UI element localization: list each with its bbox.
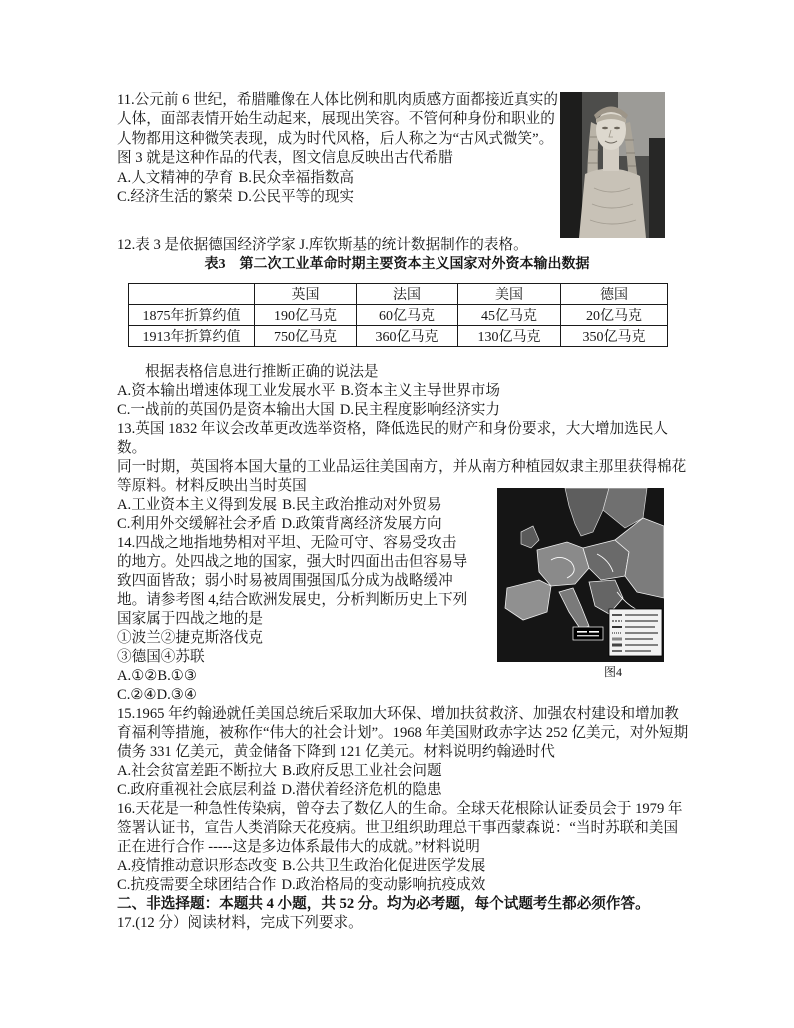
q15-option-a: A.社会贫富差距不断拉大 <box>117 763 278 779</box>
q14-stem-line: 14.四战之地指地势相对平坦、无险可守、容易受攻击 <box>117 535 457 551</box>
q16-stem-line: 签署认证书，宣告人类消除天花疫病。世卫组织助理总干事西蒙森说：“当时苏联和美国 <box>117 820 679 836</box>
q15-stem-line: 育福利等措施，被称作“伟大的社会计划”。1968 年美国财政赤字达 252 亿美元，对外短期 <box>117 725 689 741</box>
q16-option-d: D.政治格局的变动影响抗疫成效 <box>281 877 486 893</box>
q16-stem-line: 16.天花是一种急性传染病，曾夺去了数亿人的生命。全球天花根除认证委员会于 1979 年 <box>117 801 683 817</box>
table-cell: 45亿马克 <box>458 305 561 326</box>
q11-stem-line: 人物都用这种微笑表现，成为时代风格，后人称之为“古风式微笑”。 <box>117 130 554 147</box>
q14-option-d: D.③④ <box>156 687 197 703</box>
figure-3-greek-statue <box>560 92 665 238</box>
q15-stem-line: 债务 331 亿美元，黄金储备下降到 121 亿美元。材料说明约翰逊时代 <box>117 744 555 760</box>
q16-options-row <box>117 876 687 895</box>
q13-option-c: C.利用外交缓解社会矛盾 <box>117 516 277 532</box>
table-row-label: 1875年折算约值 <box>129 305 255 326</box>
q13-stem-line: 数。 <box>117 440 147 456</box>
q15-stem-line: 15.1965 年约翰逊就任美国总统后采取加大环保、增加扶贫救济、加强农村建设和增加教 <box>117 706 679 722</box>
table-cell: 350亿马克 <box>561 326 668 347</box>
table-corner-cell <box>129 284 255 305</box>
map-image <box>497 488 664 662</box>
q14-stem-line: 国家属于四战之地的是 <box>117 611 263 627</box>
table-header-cell: 法国 <box>357 284 458 305</box>
q12-stem-line: 12.表 3 是依据德国经济学家 J.库钦斯基的统计数据制作的表格。 <box>117 237 528 253</box>
q13-option-d: D.政策背离经济发展方向 <box>281 516 442 532</box>
q17-stem: 17.(12 分）阅读材料，完成下列要求。 <box>117 915 363 931</box>
q11-option-c: C.经济生活的繁荣 <box>117 188 233 205</box>
q14-option-b: B.①③ <box>157 668 197 684</box>
q11-options-row <box>117 169 557 188</box>
q14-choice-line: ①波兰②捷克斯洛伐克 <box>117 630 263 646</box>
q14-options-row <box>117 667 687 686</box>
q14-option-a: A.①② <box>117 668 158 684</box>
capital-export-table <box>128 283 668 347</box>
figure-4-europe-map <box>497 488 664 662</box>
q14-stem-line: 的地方。处四战之地的国家，强大时四面出击但容易导 <box>117 554 468 570</box>
q14-option-c: C.②④ <box>117 687 157 703</box>
q14-choice-line: ③德国④苏联 <box>117 649 205 665</box>
q15-option-d: D.潜伏着经济危机的隐患 <box>281 782 442 798</box>
q12-options-row <box>117 382 687 401</box>
q16-stem-line: 正在进行合作 -----这是多边体系最伟大的成就。”材料说明 <box>117 839 480 855</box>
q15-option-b: B.政府反思工业社会问题 <box>282 763 442 779</box>
question-11 <box>117 91 557 207</box>
q16-option-b: B.公共卫生政治化促进医学发展 <box>282 858 486 874</box>
statue-image <box>560 92 665 238</box>
q11-option-d: D.公民平等的现实 <box>237 188 355 205</box>
table-cell: 750亿马克 <box>255 326 357 347</box>
table-cell: 60亿马克 <box>357 305 458 326</box>
table-cell: 130亿马克 <box>458 326 561 347</box>
question-12-intro <box>117 236 687 255</box>
q11-option-a: A.人文精神的孕育 <box>117 169 234 186</box>
table-row <box>129 326 668 347</box>
q16-option-a: A.疫情推动意识形态改变 <box>117 858 278 874</box>
section-heading: 二、非选择题：本题共 4 小题，共 52 分。均为必考题，每个试题考生都必须作答。 <box>117 896 650 912</box>
map-label-box <box>573 627 603 640</box>
q14-stem-line: 地。请参考图 4,结合欧洲发展史，分析判断历史上下列 <box>117 592 468 608</box>
map-legend <box>609 609 662 656</box>
q14-stem-line: 致四面皆敌；弱小时易被周围强国瓜分成为战略缓冲 <box>117 573 453 589</box>
table-header-cell: 德国 <box>561 284 668 305</box>
q15-options-row <box>117 762 687 781</box>
q11-stem-line: 人体，面部表情开始生动起来，展现出笑容。不管何种身份和职业的 <box>117 111 555 128</box>
table-row-label: 1913年折算约值 <box>129 326 255 347</box>
q12-option-b: B.资本主义主导世界市场 <box>340 383 500 399</box>
q11-stem-line: 11.公元前 6 世纪，希腊雕像在人体比例和肌肉质感方面都接近真实的 <box>117 92 558 108</box>
table-cell: 190亿马克 <box>255 305 357 326</box>
q12-option-d: D.民主程度影响经济实力 <box>339 402 500 418</box>
q16-options-row <box>117 857 687 876</box>
q13-stem-line: 同一时期，英国将本国大量的工业品运往美国南方，并从南方种植园奴隶主那里获得棉花 <box>117 459 687 475</box>
figure-4-caption: 图4 <box>604 665 623 679</box>
q11-options-row <box>117 188 557 207</box>
q15-option-c: C.政府重视社会底层利益 <box>117 782 277 798</box>
q11-option-b: B.民众幸福指数高 <box>238 169 355 186</box>
table-cell: 360亿马克 <box>357 326 458 347</box>
q12-options-row <box>117 401 687 420</box>
q14-options-row <box>117 686 687 705</box>
q12-option-a: A.资本输出增速体现工业发展水平 <box>117 383 336 399</box>
q16-option-c: C.抗疫需要全球团结合作 <box>117 877 277 893</box>
q12-question: 根据表格信息进行推断正确的说法是 <box>145 364 379 380</box>
q13-stem-line: 等原料。材料反映出当时英国 <box>117 478 307 494</box>
q15-options-row <box>117 781 687 800</box>
table-cell: 20亿马克 <box>561 305 668 326</box>
table-header-cell: 美国 <box>458 284 561 305</box>
table-row <box>129 305 668 326</box>
q13-option-b: B.民主政治推动对外贸易 <box>282 497 442 513</box>
q13-option-a: A.工业资本主义得到发展 <box>117 497 278 513</box>
q11-stem-line: 图 3 就是这种作品的代表，图文信息反映出古代希腊 <box>117 150 453 167</box>
table-header-cell: 英国 <box>255 284 357 305</box>
table-header-row <box>129 284 668 305</box>
q13-stem-line: 13.英国 1832 年议会改革更改选举资格，降低选民的财产和身份要求，大大增加选民人 <box>117 421 668 437</box>
q12-option-c: C.一战前的英国仍是资本输出大国 <box>117 402 335 418</box>
table-3-title: 表3 第二次工业革命时期主要资本主义国家对外资本输出数据 <box>204 257 590 272</box>
